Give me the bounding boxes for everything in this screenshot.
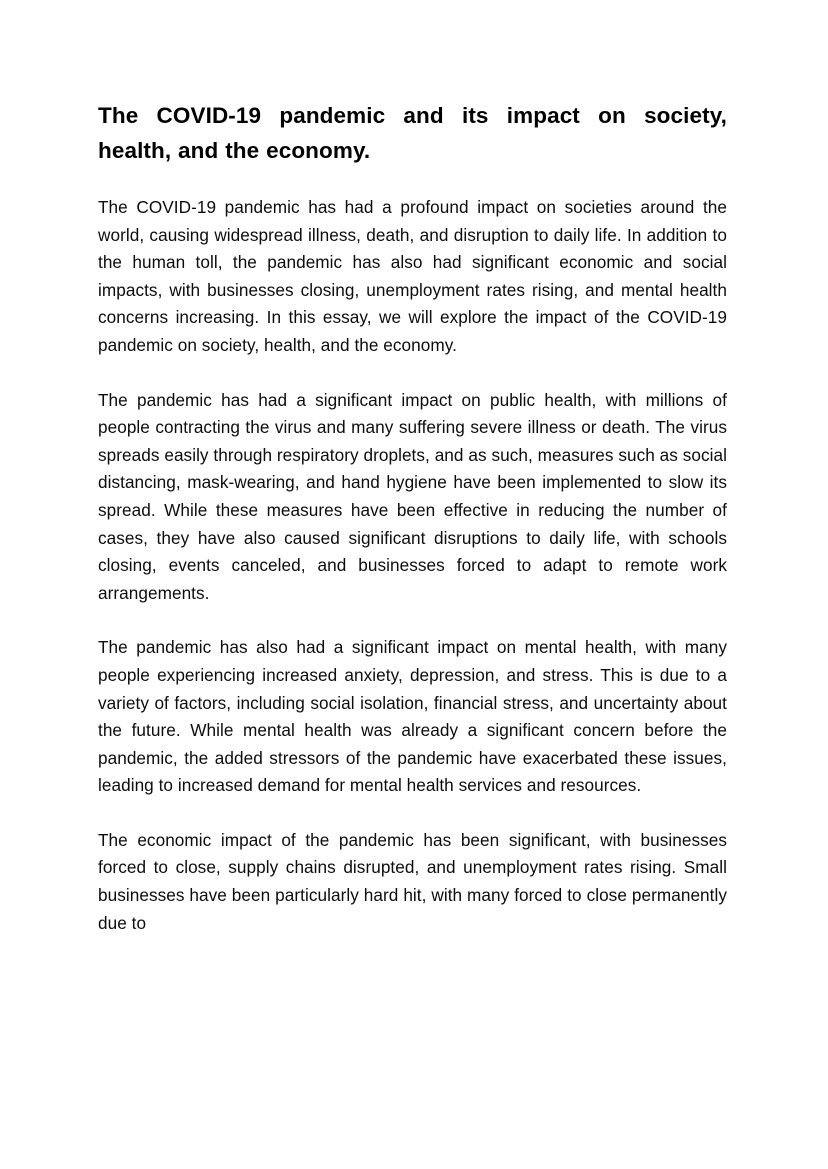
paragraph-economy: The economic impact of the pandemic has been significant, with businesses forced to close, supply chains disrupted, and unemployment rates rising. Small businesses have been particularly hard hit, with many forced to close permanently due to (98, 829, 727, 933)
page-title: The COVID-19 pandemic and its impact on society, health, and the economy. (98, 103, 727, 163)
paragraph-mental-health: The pandemic has also had a significant impact on mental health, with many people experiencing increased anxiety, depression, and stress. This is due to a variety of factors, including social isolation, financial stress, and uncertainty about the future. While mental health was already a significant concern before the pandemic, the added stressors of the pandemic have exacerbated these issues, leading to increased demand for mental health services and resources. (98, 637, 727, 796)
document-body (98, 194, 727, 937)
document-content (98, 99, 727, 937)
paragraph-intro: The COVID-19 pandemic has had a profound impact on societies around the world, causing widespread illness, death, and disruption to daily life. In addition to the human toll, the pandemic has also had significant economic and social impacts, with businesses closing, unemployment rates rising, and mental health concerns increasing. In this essay, we will explore the impact of the COVID-19 pandemic on society, health, and the economy. (98, 197, 727, 355)
paragraph-public-health: The pandemic has had a significant impact on public health, with millions of people contracting the virus and many suffering severe illness or death. The virus spreads easily through respiratory droplets, and as such, measures such as social distancing, mask-wearing, and hand hygiene have been implemented to slow its spread. While these measures have been effective in reducing the number of cases, they have also caused significant disruptions to daily life, with schools closing, events canceled, and businesses forced to adapt to remote work arrangements. (98, 389, 727, 603)
